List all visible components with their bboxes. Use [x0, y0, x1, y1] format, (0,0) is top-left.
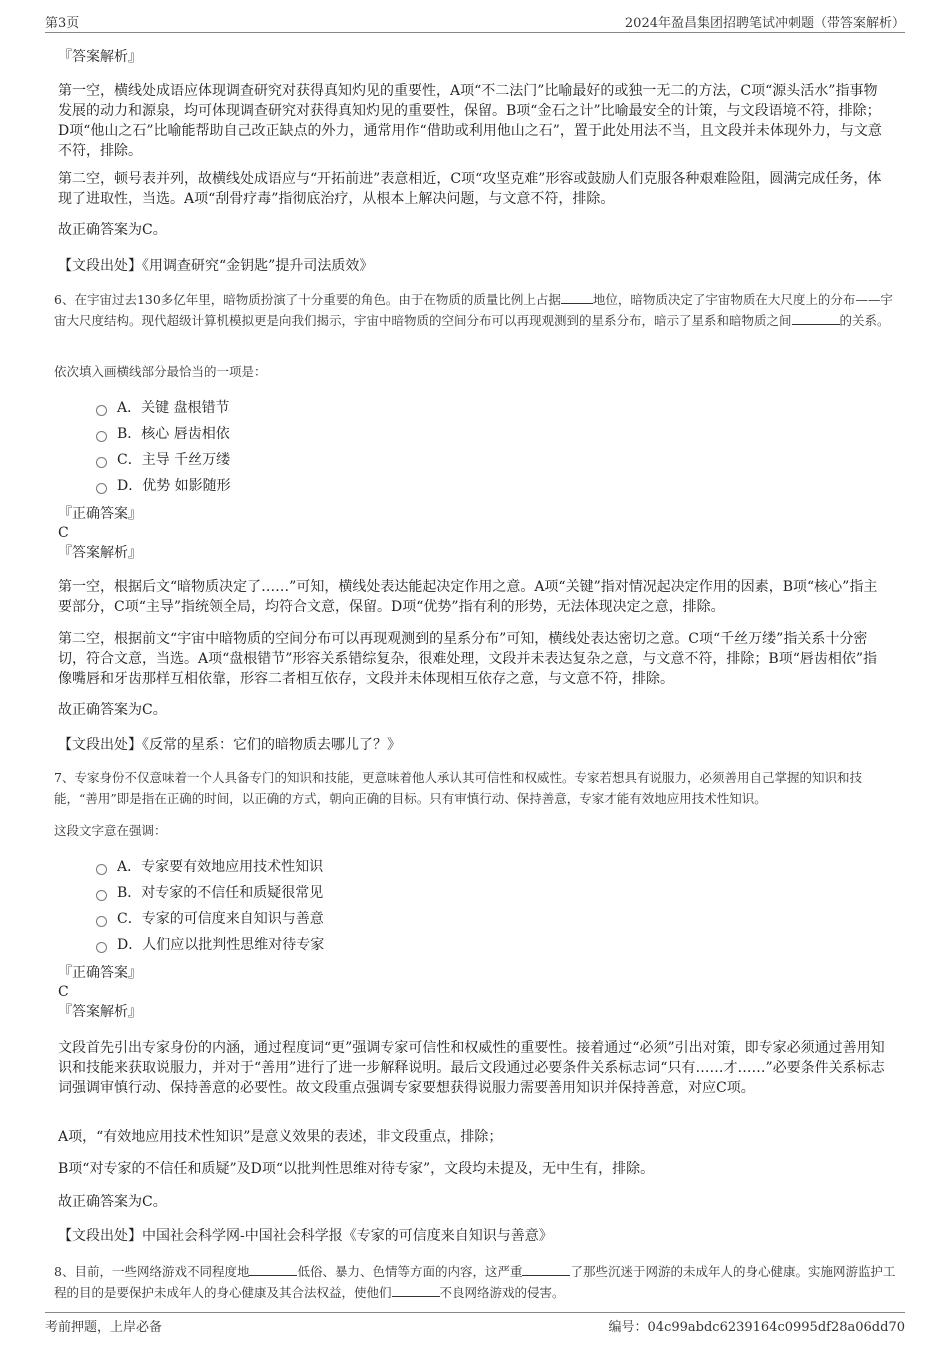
stem-part: 的关系。	[839, 313, 890, 328]
option-label: A．专家要有效地应用技术性知识	[117, 859, 324, 875]
source-citation: 【文段出处】中国社会科学网-中国社会科学报《专家的可信度来自知识与善意》	[58, 1228, 553, 1244]
analysis-paragraph: 第一空，根据后文“暗物质决定了……”可知，横线处表达能起决定作用之意。A项“关键”指对情况起决定作用的因素，B项“核心”指主要部分，C项“主导”指统领全局，均符合文意，保留。D项“优势”指有利的形势，无法体现决定之意，排除。	[58, 579, 878, 615]
radio-icon[interactable]	[96, 457, 107, 468]
conclusion: 故正确答案为C。	[58, 222, 167, 238]
question-prompt: 依次填入画横线部分最恰当的一项是：	[54, 364, 267, 379]
option-label: B．对专家的不信任和质疑很常见	[117, 885, 324, 901]
source-citation: 【文段出处】《用调查研究“金钥匙”提升司法质效》	[58, 258, 374, 274]
analysis-paragraph: B项“对专家的不信任和质疑”及D项“以批判性思维对待专家”，文段均未提及，无中生有，排除。	[58, 1161, 655, 1177]
option-label: D．优势 如影随形	[117, 478, 231, 494]
option-a[interactable]	[96, 398, 230, 418]
radio-icon[interactable]	[96, 916, 107, 927]
option-label: A．关键 盘根错节	[117, 400, 230, 416]
analysis-label: 『答案解析』	[58, 49, 142, 65]
analysis-paragraph: 第二空，顿号表并列，故横线处成语应与“开拓前进”表意相近，C项“攻坚克难”形容或鼓励人们克服各种艰难险阻，圆满完成任务，体现了进取性，当选。A项“刮骨疗毒”指彻底治疗，从根本上解决问题，与文意不符，排除。	[58, 171, 882, 207]
stem-part: 8、目前，一些网络游戏不同程度地	[54, 1264, 250, 1279]
correct-answer: C	[58, 525, 69, 541]
blank-line	[792, 310, 840, 325]
radio-icon[interactable]	[96, 431, 107, 442]
option-label: C．主导 千丝万缕	[117, 452, 231, 468]
blank-line	[522, 1261, 570, 1276]
option-b[interactable]	[96, 883, 323, 903]
correct-answer-label: 『正确答案』	[58, 506, 142, 522]
analysis-label: 『答案解析』	[58, 1004, 142, 1020]
option-label: D．人们应以批判性思维对待专家	[117, 937, 325, 953]
document-title: 2024年盈昌集团招聘笔试冲刺题（带答案解析）	[624, 16, 905, 31]
analysis-label: 『答案解析』	[58, 545, 142, 561]
stem-part: 地位，暗物质决定了宇宙物质在大尺度上的分布——宇宙大尺度结构。现代超级计算机模拟更是向我们揭示，宇宙中暗物质的空间分布可以再现观测到的星系分布，暗示了星系和暗物质之间	[54, 292, 893, 328]
conclusion: 故正确答案为C。	[58, 702, 167, 718]
document-id: 编号：04c99abdc6239164c0995df28a06dd70	[608, 1320, 905, 1335]
analysis-paragraph: 第一空，横线处成语应体现调查研究对获得真知灼见的重要性，A项“不二法门”比喻最好的或独一无二的方法，C项“源头活水”指事物发展的动力和源泉，均可体现调查研究对获得真知灼见的重要性，保留。B项“金石之计”比喻最安全的计策，与文段语境不符，排除；D项“他山之石”比喻能帮助自己改正缺点的外力，通常用作“借助或利用他山之石”，置于此处用法不当，且文段并未体现外力，与文意不符，排除。	[58, 83, 882, 159]
radio-icon[interactable]	[96, 942, 107, 953]
question-stem: 7、专家身份不仅意味着一个人具备专门的知识和技能，更意味着他人承认其可信性和权威性。专家若想具有说服力，必须善用自己掌握的知识和技能，“善用”即是指在正确的时间，以正确的方式，朝向正确的目标。只有审慎行动、保持善意，专家才能有效地应用技术性知识。	[54, 770, 862, 806]
analysis-paragraph: 文段首先引出专家身份的内涵，通过程度词“更”强调专家可信性和权威性的重要性。接着通过“必须”引出对策，即专家必须通过善用知识和技能来获取说服力，并对于“善用”进行了进一步解释说明。最后文段通过必要条件关系标志词“只有……才……”必要条件关系标志词强调审慎行动、保持善意的必要性。故文段重点强调专家要想获得说服力需要善用知识并保持善意，对应C项。	[58, 1040, 885, 1096]
stem-part: 6、在宇宙过去130多亿年里，暗物质扮演了十分重要的角色。由于在物质的质量比例上占据	[54, 292, 561, 307]
analysis-paragraph: 第二空，根据前文“宇宙中暗物质的空间分布可以再现观测到的星系分布”可知，横线处表达密切之意。C项“千丝万缕”指关系十分密切，符合文意，当选。A项“盘根错节”形容关系错综复杂，很难处理，文段并未表达复杂之意，与文意不符，排除；B项“唇齿相依”指像嘴唇和牙齿那样互相依靠，形容二者相互依存，文段并未体现相互依存之意，与文意不符，排除。	[58, 631, 878, 687]
option-d[interactable]	[96, 935, 324, 955]
correct-answer: C	[58, 984, 69, 1000]
option-c[interactable]	[96, 450, 230, 470]
stem-part: 不良网络游戏的侵害。	[439, 1285, 565, 1300]
page-footer	[45, 1312, 905, 1335]
radio-icon[interactable]	[96, 864, 107, 875]
question-stem	[54, 289, 896, 331]
option-d[interactable]	[96, 476, 231, 496]
option-label: C．专家的可信度来自知识与善意	[117, 911, 324, 927]
conclusion: 故正确答案为C。	[58, 1194, 167, 1210]
option-label: B．核心 唇齿相依	[117, 426, 230, 442]
analysis-paragraph: A项，“有效地应用技术性知识”是意义效果的表述，非文段重点，排除；	[58, 1129, 503, 1145]
footer-slogan: 考前押题，上岸必备	[45, 1320, 163, 1335]
correct-answer-label: 『正确答案』	[58, 965, 142, 981]
blank-line	[561, 289, 593, 304]
stem-part: 了那些沉迷于网游的未成年人的身心健康。实施网游监护工程的目的是要保护未成年人的身心健康及其合法权益，使他们	[54, 1264, 896, 1300]
source-citation: 【文段出处】《反常的星系：它们的暗物质去哪儿了？》	[58, 737, 401, 753]
option-a[interactable]	[96, 857, 323, 877]
radio-icon[interactable]	[96, 483, 107, 494]
blank-line	[249, 1261, 297, 1276]
radio-icon[interactable]	[96, 405, 107, 416]
radio-icon[interactable]	[96, 890, 107, 901]
page-number: 第3页	[45, 16, 80, 31]
option-c[interactable]	[96, 909, 324, 929]
stem-part: 低俗、暴力、色情等方面的内容，这严重	[297, 1264, 523, 1279]
page-header	[45, 10, 905, 33]
question-prompt: 这段文字意在强调：	[54, 823, 167, 838]
question-stem	[54, 1261, 896, 1303]
option-b[interactable]	[96, 424, 230, 444]
blank-line	[392, 1282, 440, 1297]
